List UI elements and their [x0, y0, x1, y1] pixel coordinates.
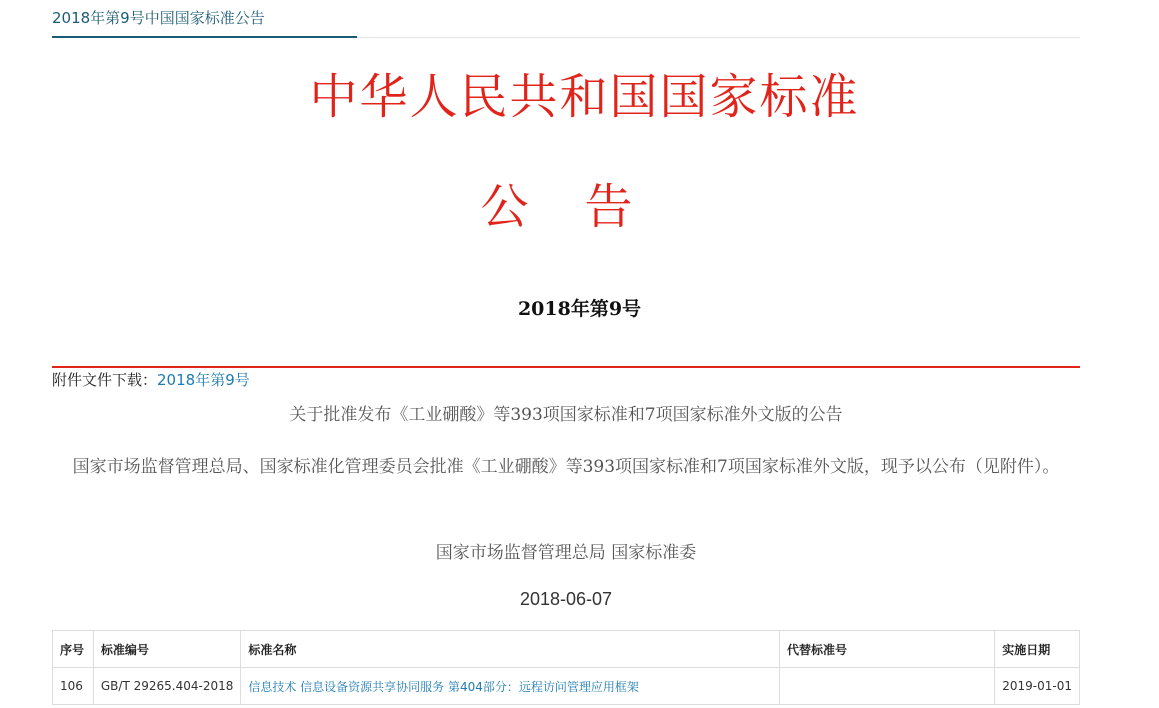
col-header-seq: 序号 [53, 631, 94, 668]
breadcrumb-bar [52, 0, 1080, 38]
standards-table [52, 630, 1080, 705]
attachment-row [52, 369, 250, 390]
notice-date: 2018-06-07 [519, 589, 613, 609]
cell-replaces [780, 668, 995, 705]
breadcrumb[interactable]: 2018年第9号中国国家标准公告 [52, 9, 265, 27]
attachment-label: 附件文件下载： [52, 371, 158, 389]
table-row [53, 668, 1080, 705]
cell-seq: 106 [53, 668, 94, 705]
col-header-name: 标准名称 [241, 631, 780, 668]
attachment-download-link[interactable]: 2018年第9号 [157, 371, 250, 389]
cell-effective-date: 2019-01-01 [995, 668, 1080, 705]
cell-code: GB/T 29265.404-2018 [93, 668, 240, 705]
col-header-effective-date: 实施日期 [995, 631, 1080, 668]
red-divider [52, 366, 1080, 368]
col-header-replaces: 代替标准号 [780, 631, 995, 668]
breadcrumb-underline [52, 36, 357, 38]
cell-standard-name-link[interactable]: 信息技术 信息设备资源共享协同服务 第404部分：远程访问管理应用框架 [241, 668, 780, 705]
notice-body: 国家市场监督管理总局、国家标准化管理委员会批准《工业硼酸》等393项国家标准和7项国家标准外文版，现予以公布（见附件）。 [72, 457, 1060, 477]
notice-title: 关于批准发布《工业硼酸》等393项国家标准和7项国家标准外文版的公告 [289, 405, 843, 425]
notice-signatories: 国家市场监督管理总局 国家标准委 [435, 543, 697, 563]
issue-number: 2018年第9号 [517, 298, 642, 320]
col-header-code: 标准编号 [93, 631, 240, 668]
table-header-row [53, 631, 1080, 668]
document-title: 中华人民共和国国家标准 [309, 69, 860, 125]
document-subtitle: 公告 [480, 179, 689, 235]
